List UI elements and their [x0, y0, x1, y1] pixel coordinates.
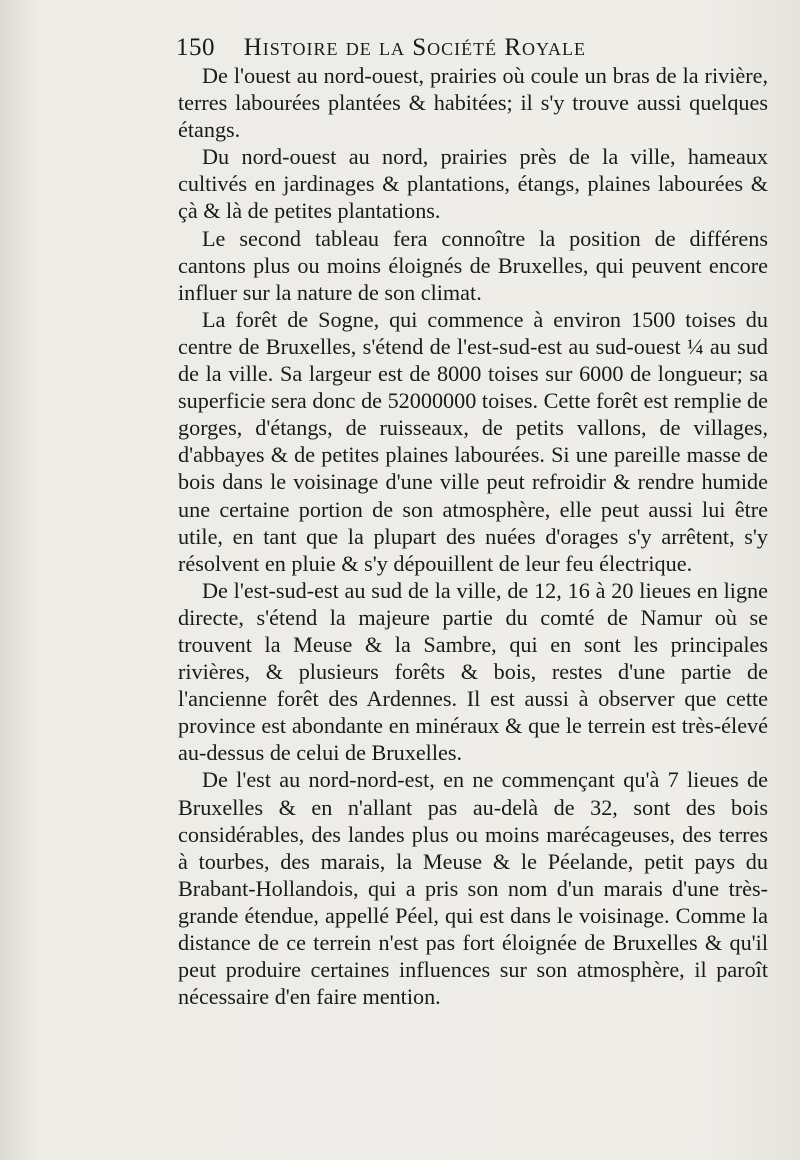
- paragraph-second-tableau: Le second tableau fera connoître la position de différens cantons plus ou moins éloignés de Bruxelles, qui peuvent encore influer sur la nature de son climat.: [178, 225, 768, 305]
- paragraph-comte-de-namur: De l'est-sud-est au sud de la ville, de 12, 16 à 20 lieues en ligne directe, s'étend la majeure partie du comté de Namur où se trouvent la Meuse & la Sambre, qui en sont les principales rivières, & plusieurs forêts & bois, restes d'une partie de l'ancienne forêt des Ardennes. Il est aussi à observer que cette province est abondante en minéraux & que le terrein est très-élevé au-dessus de celui de Bruxelles.: [178, 577, 768, 766]
- body-text: [178, 62, 768, 1010]
- paragraph-ouest-nord-ouest: De l'ouest au nord-ouest, prairies où coule un bras de la rivière, terres labourées plantées & habitées; il s'y trouve aussi quelques étangs.: [178, 63, 768, 143]
- paragraph-foret-de-sogne: La forêt de Sogne, qui commence à environ 1500 toises du centre de Bruxelles, s'étend de l'est-sud-est au sud-ouest ¼ au sud de la ville. Sa largeur est de 8000 toises sur 6000 de longueur; sa superficie sera donc de 52000000 toises. Cette forêt est remplie de gorges, d'étangs, de ruisseaux, de petits vallons, de villages, d'abbayes & de petites plaines labourées. Si une pareille masse de bois dans le voisinage d'une ville peut refroidir & rendre humide une certaine portion de son atmosphère, elle peut aussi lui être utile, en tant que la plupart des nuées d'orages s'y arrêtent, s'y résolvent en pluie & s'y dépouillent de leur feu électrique.: [178, 306, 768, 576]
- running-title: Histoire de la Société Royale: [243, 34, 587, 61]
- paragraph-nord-ouest-nord: Du nord-ouest au nord, prairies près de la ville, hameaux cultivés en jardinages & plantations, étangs, plaines labourées & çà & là de petites plantations.: [178, 144, 768, 224]
- paragraph-peelande: De l'est au nord-nord-est, en ne commençant qu'à 7 lieues de Bruxelles & en n'allant pas au-delà de 32, sont des bois considérables, des landes plus ou moins marécageuses, des terres à tourbes, des marais, la Meuse & le Péelande, petit pays du Brabant-Hollandois, qui a pris son nom d'un marais d'une très-grande étendue, appellé Péel, qui est dans le voisinage. Comme la distance de ce terrein n'est pas fort éloignée de Bruxelles & qu'il peut produire certaines influences sur son atmosphère, il paroît nécessaire d'en faire mention.: [178, 767, 768, 1010]
- page-number: 150: [176, 34, 215, 61]
- running-header: [176, 34, 776, 62]
